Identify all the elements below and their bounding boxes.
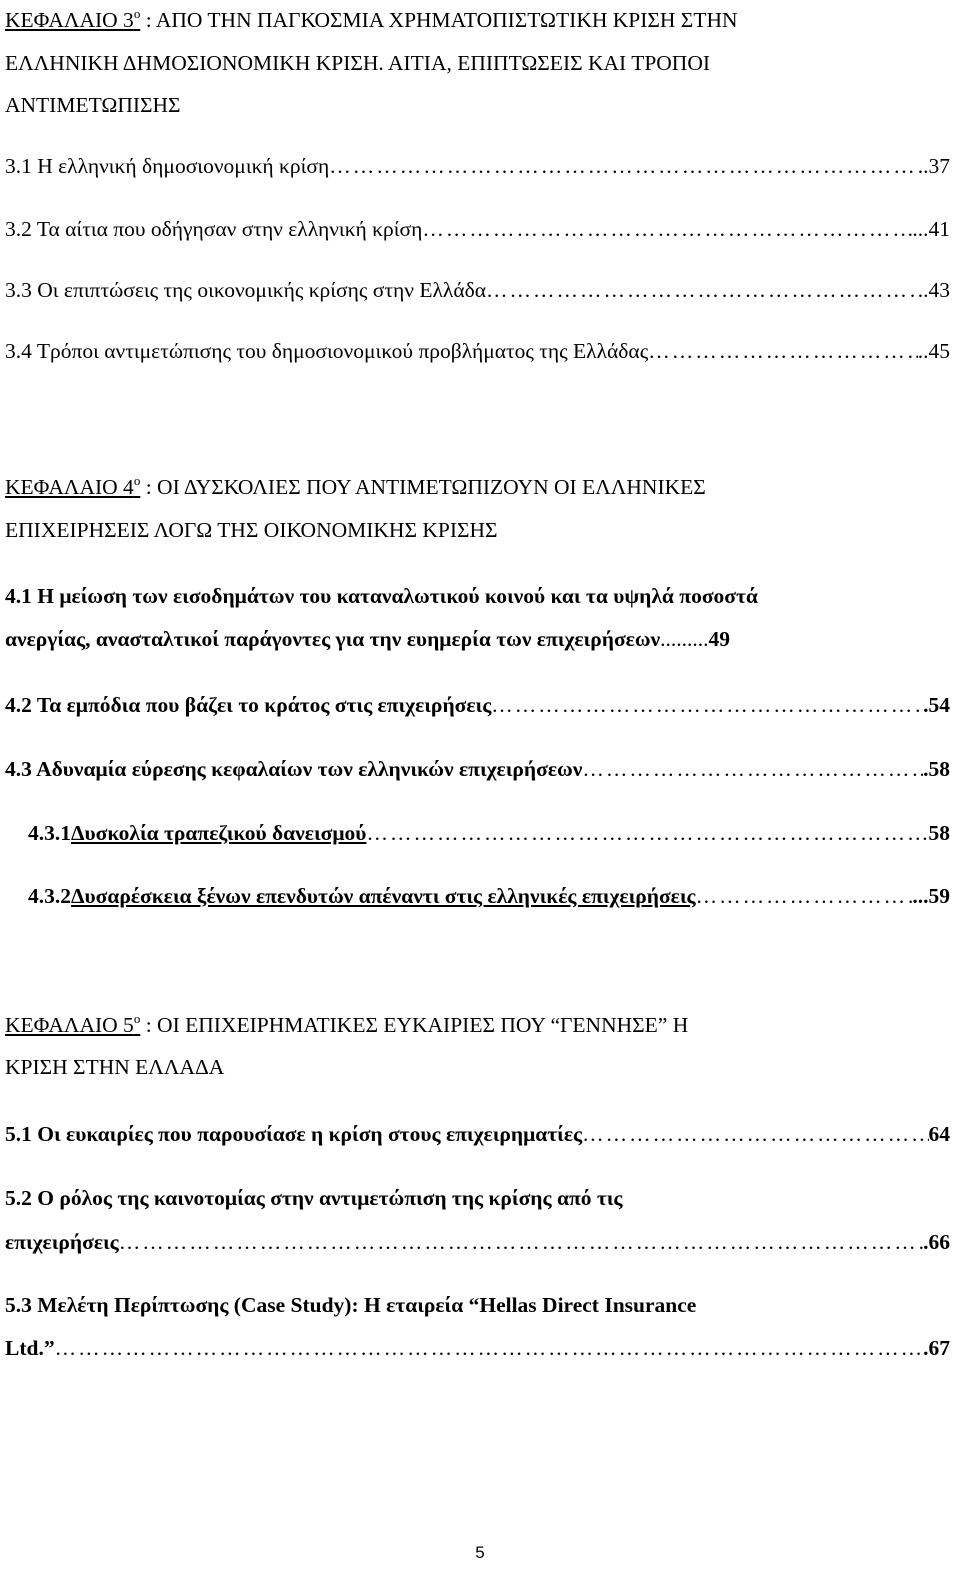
chapter-3-heading-line-2: ΕΛΛΗΝΙΚΗ ΔΗΜΟΣΙΟΝΟΜΙΚΗ ΚΡΙΣΗ. ΑΙΤΙΑ, ΕΠΙΠΤΩΣΕΙΣ ΚΑΙ ΤΡΟΠΟΙ [5, 51, 711, 75]
chapter-3-title-part-1: : ΑΠΟ ΤΗΝ ΠΑΓΚΟΣΜΙΑ ΧΡΗΜΑΤΟΠΙΣΤΩΤΙΚΗ ΚΡΙΣΗ ΣΤΗΝ [140, 8, 738, 32]
toc-entry-title: 3.4 Τρόποι αντιμετώπισης του δημοσιονομικού προβλήματος της Ελλάδας [5, 339, 649, 363]
chapter-4-heading-line-2: ΕΠΙΧΕΙΡΗΣΕΙΣ ΛΟΓΩ ΤΗΣ ΟΙΚΟΝΟΜΙΚΗΣ ΚΡΙΣΗΣ [5, 518, 498, 542]
toc-entry-page: .66 [923, 1230, 950, 1254]
toc-entry-3-3[interactable] [5, 273, 950, 307]
toc-entry-page: .54 [923, 693, 950, 717]
dot-leader [422, 212, 912, 246]
toc-entry-page: 58 [928, 821, 950, 845]
page-number: 5 [475, 1543, 485, 1562]
chapter-5-heading-line-2: ΚΡΙΣΗ ΣΤΗΝ ΕΛΛΑΔΑ [5, 1055, 225, 1079]
toc-entry-title: Δυσκολία τραπεζικού δανεισμού [71, 821, 367, 845]
toc-entry-title: επιχειρήσεις [5, 1230, 119, 1254]
dot-leader [491, 688, 923, 722]
toc-entry-3-4[interactable] [5, 334, 950, 368]
toc-entry-4-1-line-1[interactable]: 4.1 Η μείωση των εισοδημάτων του καταναλωτικού κοινού και τα υψηλά ποσοστά [5, 584, 758, 608]
dot-leader [329, 149, 918, 183]
toc-entry-3-2[interactable] [5, 212, 950, 246]
toc-entry-number: 4.3.2 [28, 884, 71, 908]
toc-entry-title: Ltd.” [5, 1336, 55, 1360]
toc-entry-page: 64 [928, 1122, 950, 1146]
toc-entry-title: 3.2 Τα αίτια που οδήγησαν στην ελληνική κρίση [5, 217, 423, 241]
chapter-3-heading-line-1 [5, 3, 950, 37]
chapter-5-label: ΚΕΦΑΛΑΙΟ $5^o$ [5, 1011, 141, 1037]
toc-entry-title: 4.2 Τα εμπόδια που βάζει το κράτος στις επιχειρήσεις [5, 693, 492, 717]
chapter-4-label: ΚΕΦΑΛΑΙΟ $4^o$ [5, 473, 141, 499]
chapter-4-heading-line-1 [5, 470, 950, 504]
dot-leader [648, 334, 918, 368]
toc-entry-title: Δυσαρέσκεια ξένων επενδυτών απέναντι στις ελληνικές επιχειρήσεις [71, 884, 696, 908]
dot-leader [486, 273, 918, 307]
dot-leader [582, 1117, 928, 1151]
toc-entry-number: 4.3.1 [28, 821, 71, 845]
toc-entry-4-3[interactable] [5, 752, 950, 786]
toc-entry-5-3-line-1[interactable]: 5.3 Μελέτη Περίπτωσης (Case Study): Η εταιρεία “Hellas Direct Insurance [5, 1293, 697, 1317]
toc-entry-5-1[interactable] [5, 1117, 950, 1151]
toc-entry-5-2-line-2[interactable] [5, 1225, 950, 1259]
toc-entry-4-3-1[interactable] [28, 816, 950, 850]
toc-entry-3-1[interactable] [5, 149, 950, 183]
toc-entry-page: 49 [708, 627, 731, 651]
toc-entry-page: ...41 [912, 217, 950, 241]
dot-leader [582, 752, 923, 786]
dot-leader [366, 816, 928, 850]
dot-leader [55, 1331, 924, 1365]
toc-entry-title: 4.3 Αδυναμία εύρεσης κεφαλαίων των ελληνικών επιχειρήσεων [5, 757, 583, 781]
toc-entry-title: 3.3 Οι επιπτώσεις της οικονομικής κρίσης στην Ελλάδα [5, 278, 486, 302]
toc-entry-page: ..37 [917, 154, 950, 178]
dot-leader-short: ......... [660, 627, 709, 651]
toc-entry-title: 5.1 Οι ευκαιρίες που παρουσίασε η κρίση στους επιχειρηματίες [5, 1122, 583, 1146]
toc-entry-page: .58 [923, 757, 950, 781]
dot-leader [119, 1225, 923, 1259]
toc-entry-5-2-line-1[interactable]: 5.2 Ο ρόλος της καινοτομίας στην αντιμετώπιση της κρίσης από τις [5, 1186, 623, 1210]
toc-entry-5-3-line-2[interactable] [5, 1331, 950, 1365]
chapter-3-heading-line-3: ΑΝΤΙΜΕΤΩΠΙΣΗΣ [5, 93, 181, 117]
toc-entry-title: 3.1 Η ελληνική δημοσιονομική κρίση [5, 154, 330, 178]
dot-leader [696, 879, 913, 913]
toc-entry-4-3-2[interactable] [28, 879, 950, 913]
chapter-5-title-part-1: : ΟΙ ΕΠΙΧΕΙΡΗΜΑΤΙΚΕΣ ΕΥΚΑΙΡΙΕΣ ΠΟΥ “ΓΕΝΝΗΣΕ” Η [140, 1013, 689, 1037]
toc-entry-4-1-line-2[interactable] [5, 622, 950, 656]
chapter-3-label: ΚΕΦΑΛΑΙΟ $3^o$ [5, 6, 141, 32]
toc-entry-title: ανεργίας, ανασταλτικοί παράγοντες για την ευημερία των επιχειρήσεων [5, 627, 661, 651]
chapter-4-title-part-1: : ΟΙ ΔΥΣΚΟΛΙΕΣ ΠΟΥ ΑΝΤΙΜΕΤΩΠΙΖΟΥΝ ΟΙ ΕΛΛΗΝΙΚΕΣ [140, 475, 706, 499]
toc-entry-page: ..45 [917, 339, 950, 363]
chapter-5-heading-line-1 [5, 1008, 950, 1042]
toc-entry-page: .67 [923, 1336, 950, 1360]
toc-entry-page: ...59 [912, 884, 950, 908]
toc-entry-page: ..43 [917, 278, 950, 302]
toc-entry-4-2[interactable] [5, 688, 950, 722]
